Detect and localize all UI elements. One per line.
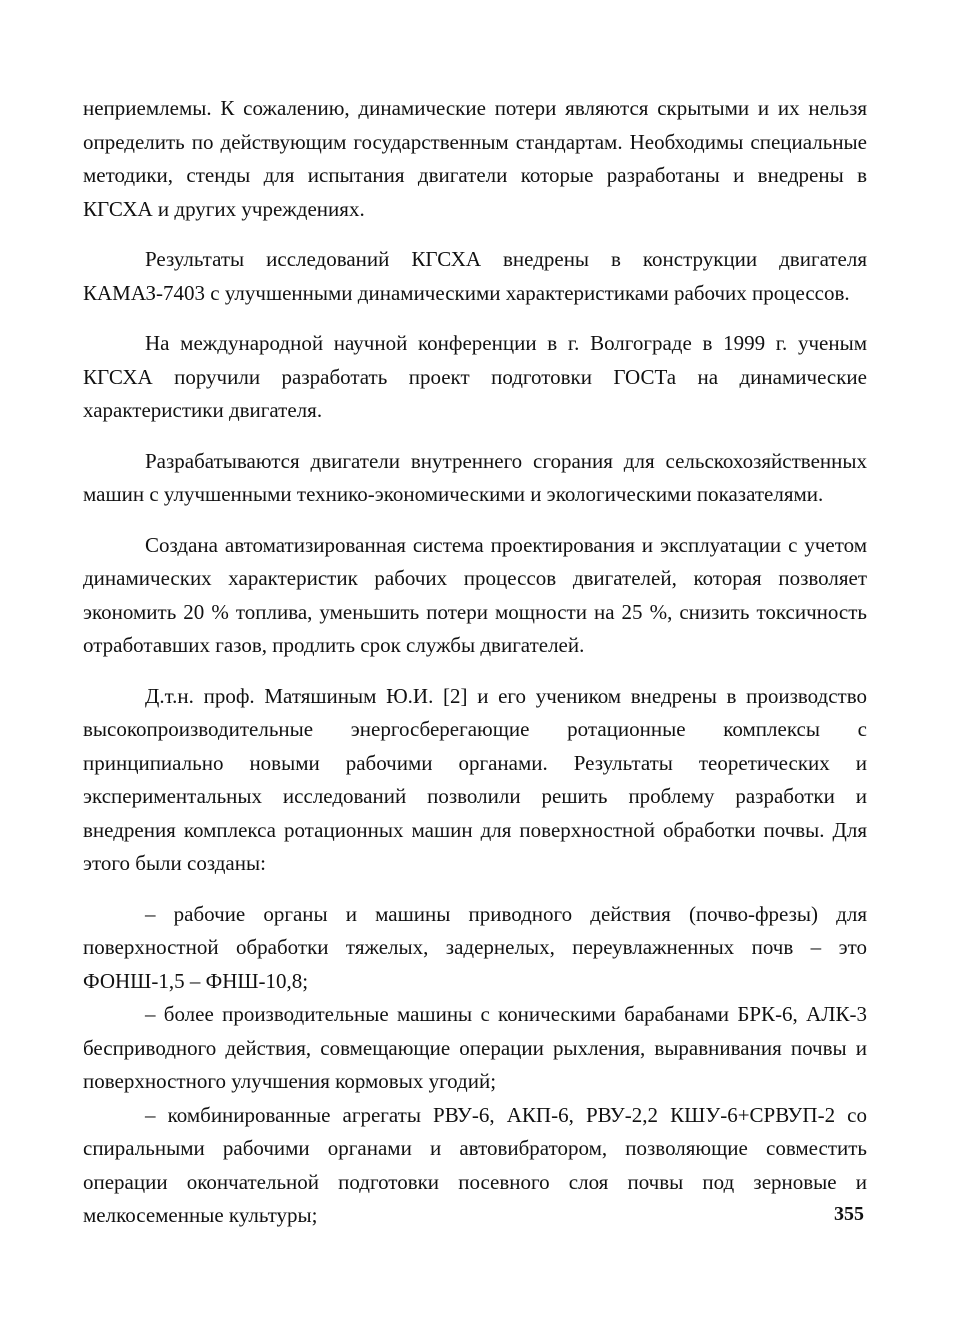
list-item-conical-drums: – более производительные машины с коническими барабанами БРК-6, АЛК-3 бесприводного действия, совмещающие операции рыхления, выравнивания почвы и поверхностного улучшения кормовых угодий; [83, 1002, 867, 1093]
page-number: 355 [834, 1203, 864, 1225]
paragraph-continuation: неприемлемы. К сожалению, динамические потери являются скрытыми и их нельзя определить по действующим государственным стандартам. Необходимы специальные методики, стенды для испытания двигатели которые разработаны и внедрены в КГСХА и других учреждениях. [83, 96, 867, 221]
list-item-rotary-tillers: – рабочие органы и машины приводного действия (почво-фрезы) для поверхностной обработки тяжелых, задернелых, переувлажненных почв – это ФОНШ-1,5 – ФНШ-10,8; [83, 901, 867, 993]
paragraph-volgograd-conference: На международной научной конференции в г. Волгограде в 1999 г. ученым КГСХА поручили разработать проект подготовки ГОСТа на динамические характеристики двигателя. [83, 331, 867, 422]
list-item-combined-units: – комбинированные агрегаты РВУ-6, АКП-6, РВУ-2,2 КШУ-6+СРВУП-2 со спиральными рабочими органами и автовибратором, позволяющие совместить операции окончательной подготовки посевного слоя почвы под зерновые и мелкосеменные культуры; [83, 1102, 867, 1227]
paragraph-automated-system: Создана автоматизированная система проектирования и эксплуатации с учетом динамических характеристик рабочих процессов двигателей, которая позволяет экономить 20 % топлива, уменьшить потери мощности на 25 %, снизить токсичность отработавших газов, продлить срок службы двигателей. [83, 532, 867, 657]
paragraph-kamaz-results: Результаты исследований КГСХА внедрены в конструкции двигателя КАМАЗ-7403 с улучшенными динамическими характеристиками рабочих процессов. [83, 247, 867, 305]
paragraph-engine-development: Разрабатываются двигатели внутреннего сгорания для сельскохозяйственных машин с улучшенными технико-экономическими и экологическими показателями. [83, 448, 867, 506]
text-body [83, 92, 867, 1233]
paragraph-rotary-complexes: Д.т.н. проф. Матяшиным Ю.И. [2] и его учеником внедрены в производство высокопроизводительные энергосберегающие ротационные комплексы с принципиально новыми рабочими органами. Результаты теоретических и экспериментальных исследований позволили решить проблему разработки и внедрения комплекса ротационных машин для поверхностной обработки почвы. Для этого были созданы: [83, 683, 867, 875]
